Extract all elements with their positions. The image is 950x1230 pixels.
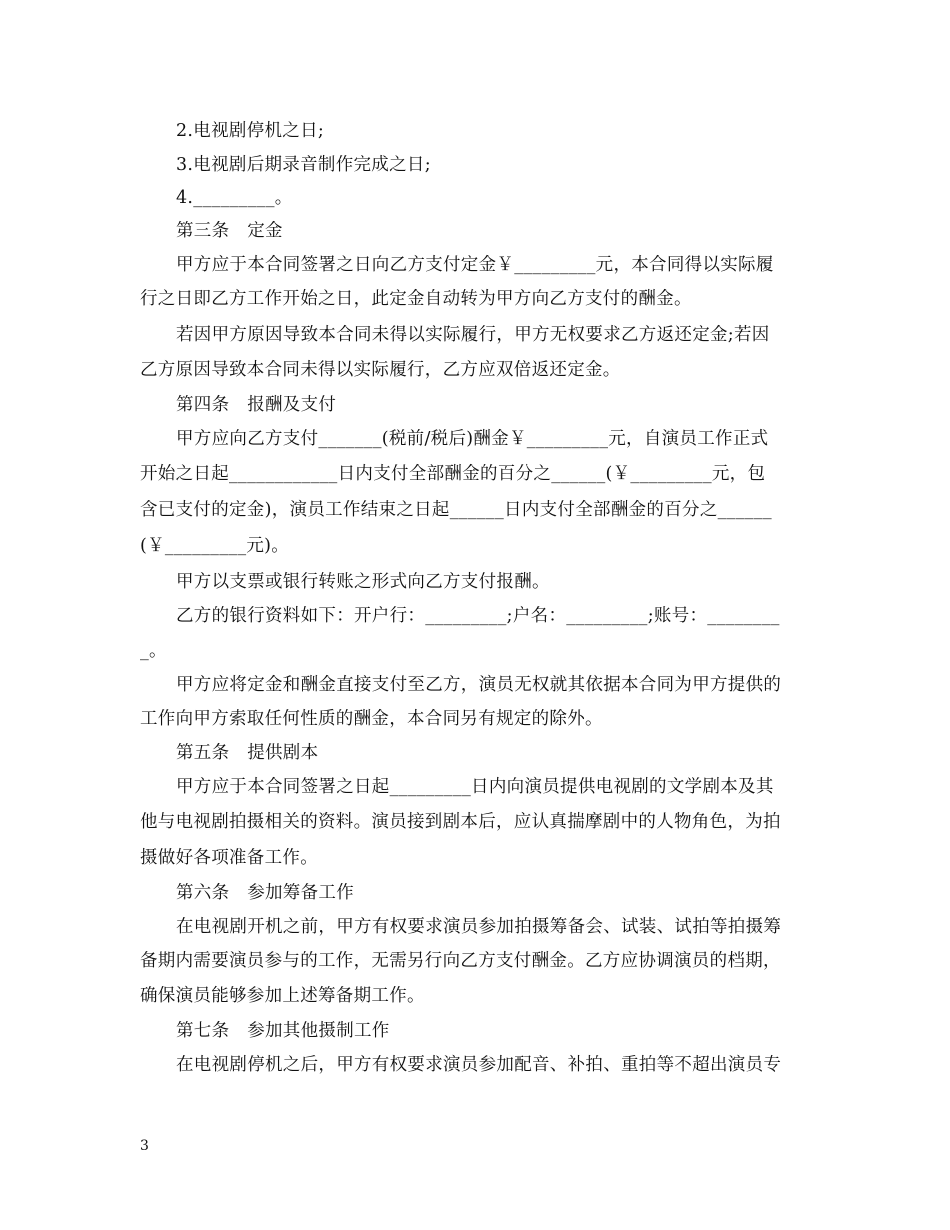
text-line: 乙方的银行资料如下：开户行：_________;户名：_________;账号：________	[176, 606, 780, 626]
text-line: 他与电视剧拍摄相关的资料。演员接到剧本后，应认真揣摩剧中的人物角色，为拍	[140, 812, 781, 832]
text-line: 在电视剧开机之前，甲方有权要求演员参加拍摄筹备会、试装、试拍等拍摄筹	[176, 917, 782, 937]
page-number: 3	[140, 1138, 149, 1154]
text-line: 2.电视剧停机之日;	[176, 121, 325, 141]
text-line: 乙方原因导致本合同未得以实际履行，乙方应双倍返还定金。	[140, 360, 621, 380]
text-line: (￥_________元)。	[140, 536, 290, 556]
text-line: _。	[140, 641, 167, 661]
text-line: 甲方应于本合同签署之日向乙方支付定金￥_________元，本合同得以实际履	[176, 255, 774, 275]
text-line: 甲方应于本合同签署之日起_________日内向演员提供电视剧的文学剧本及其	[176, 777, 774, 797]
text-line: 行之日即乙方工作开始之日，此定金自动转为甲方向乙方支付的酬金。	[140, 289, 692, 309]
section-heading: 第三条 定金	[176, 221, 283, 241]
text-line: 开始之日起____________日内支付全部酬金的百分之______(￥_________元，包	[140, 464, 766, 484]
text-line: 若因甲方原因导致本合同未得以实际履行，甲方无权要求乙方返还定金;若因	[176, 325, 770, 345]
section-heading: 第四条 报酬及支付	[176, 395, 337, 415]
text-line: 备期内需要演员参与的工作，无需另行向乙方支付酬金。乙方应协调演员的档期，	[140, 951, 781, 971]
text-line: 工作向甲方索取任何性质的酬金，本合同另有规定的除外。	[140, 709, 603, 729]
text-line: 甲方应将定金和酬金直接支付至乙方，演员无权就其依据本合同为甲方提供的	[176, 675, 782, 695]
text-line: 甲方应向乙方支付_______(税前/税后)酬金￥_________元，自演员工作正式	[176, 429, 769, 449]
text-line: 甲方以支票或银行转账之形式向乙方支付报酬。	[176, 572, 550, 592]
text-line: 确保演员能够参加上述筹备期工作。	[140, 986, 425, 1006]
section-heading: 第七条 参加其他摄制工作	[176, 1021, 390, 1041]
text-line: 含已支付的定金)，演员工作结束之日起______日内支付全部酬金的百分之______	[140, 500, 772, 520]
section-heading: 第五条 提供剧本	[176, 743, 319, 763]
text-line: 3.电视剧后期录音制作完成之日;	[176, 155, 431, 175]
section-heading: 第六条 参加筹备工作	[176, 883, 354, 903]
text-line: 4._________。	[176, 188, 293, 208]
text-line: 摄做好各项准备工作。	[140, 848, 318, 868]
text-line: 在电视剧停机之后，甲方有权要求演员参加配音、补拍、重拍等不超出演员专	[176, 1055, 782, 1075]
